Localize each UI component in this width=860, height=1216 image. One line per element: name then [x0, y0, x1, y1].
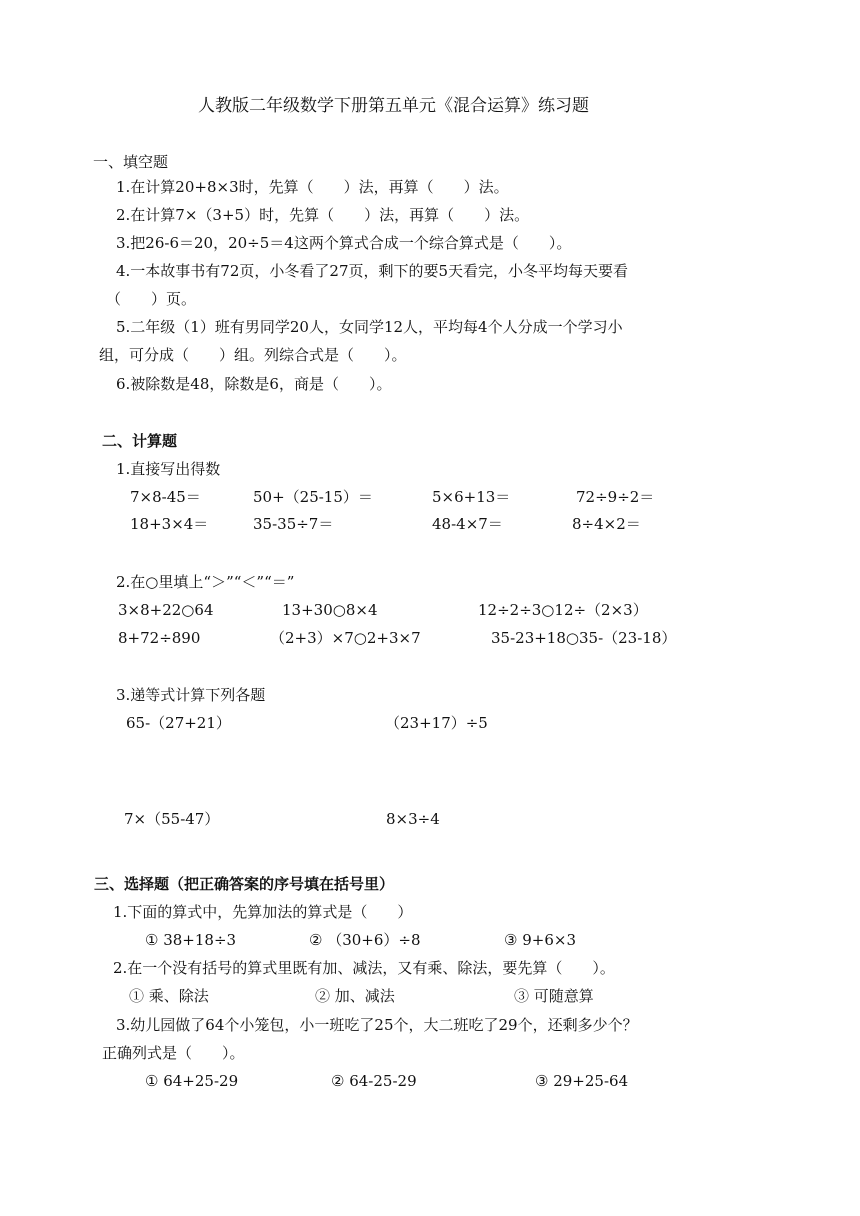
- section-3-heading: 三、选择题（把正确答案的序号填在括号里）: [94, 875, 395, 893]
- s2-part-3-title: 3.递等式计算下列各题: [116, 686, 266, 704]
- s1-question-2: 2.在计算7×（3+5）时，先算（ ）法，再算（ ）法。: [116, 206, 530, 224]
- stepwise-item: 65-（27+21）: [126, 714, 231, 732]
- s1-question-6: 6.被除数是48，除数是6，商是（ ）。: [116, 375, 392, 393]
- compare-item: 12÷2÷3○12÷（2×3）: [478, 601, 648, 619]
- s3-question-3-line1: 3.幼儿园做了64个小笼包，小一班吃了25个，大二班吃了29个，还剩多少个？: [116, 1016, 638, 1034]
- s3-question-2: 2.在一个没有括号的算式里既有加、减法，又有乘、除法，要先算（ ）。: [113, 959, 615, 977]
- s2-part-1-title: 1.直接写出得数: [116, 460, 221, 478]
- stepwise-item: （23+17）÷5: [385, 714, 488, 732]
- stepwise-item: 8×3÷4: [386, 810, 440, 828]
- calc-item: 8÷4×2＝: [572, 515, 641, 533]
- option: ① 乘、除法: [129, 987, 209, 1005]
- s1-question-3: 3.把26-6＝20，20÷5＝4这两个算式合成一个综合算式是（ ）。: [116, 234, 572, 252]
- section-1-heading: 一、填空题: [93, 153, 169, 171]
- stepwise-item: 7×（55-47）: [124, 810, 220, 828]
- calc-item: 72÷9÷2＝: [576, 488, 655, 506]
- option: ② （30+6）÷8: [309, 931, 421, 949]
- section-2-heading: 二、计算题: [102, 432, 178, 450]
- compare-item: 3×8+22○64: [118, 601, 214, 619]
- calc-item: 35-35÷7＝: [253, 515, 334, 533]
- option: ③ 可随意算: [514, 987, 594, 1005]
- option: ② 加、减法: [315, 987, 395, 1005]
- compare-item: 13+30○8×4: [282, 601, 378, 619]
- compare-item: （2+3）×7○2+3×7: [270, 629, 421, 647]
- s2-part-2-title: 2.在○里填上“＞”“＜”“＝”: [116, 573, 295, 591]
- s3-question-3-line2: 正确列式是（ ）。: [102, 1044, 245, 1062]
- calc-item: 7×8-45＝: [130, 488, 201, 506]
- option: ② 64-25-29: [331, 1072, 417, 1090]
- s1-question-5-line1: 5.二年级（1）班有男同学20人，女同学12人，平均每4个人分成一个学习小: [116, 318, 623, 336]
- compare-item: 8+72÷890: [118, 629, 201, 647]
- compare-item: 35-23+18○35-（23-18）: [491, 629, 677, 647]
- s1-question-4-line2: （ ）页。: [106, 290, 197, 308]
- s1-question-4-line1: 4.一本故事书有72页，小冬看了27页，剩下的要5天看完，小冬平均每天要看: [116, 262, 629, 280]
- calc-item: 5×6+13＝: [432, 488, 511, 506]
- option: ① 64+25-29: [145, 1072, 239, 1090]
- option: ③ 9+6×3: [504, 931, 576, 949]
- s1-question-5-line2: 组，可分成（ ）组。列综合式是（ ）。: [99, 346, 407, 364]
- calc-item: 50+（25-15）＝: [253, 488, 373, 506]
- s1-question-1: 1.在计算20+8×3时，先算（ ）法，再算（ ）法。: [116, 178, 509, 196]
- calc-item: 48-4×7＝: [432, 515, 503, 533]
- s3-question-1: 1.下面的算式中，先算加法的算式是（ ）: [113, 903, 413, 921]
- page-title: 人教版二年级数学下册第五单元《混合运算》练习题: [198, 96, 589, 116]
- calc-item: 18+3×4＝: [130, 515, 209, 533]
- option: ① 38+18÷3: [145, 931, 237, 949]
- option: ③ 29+25-64: [535, 1072, 629, 1090]
